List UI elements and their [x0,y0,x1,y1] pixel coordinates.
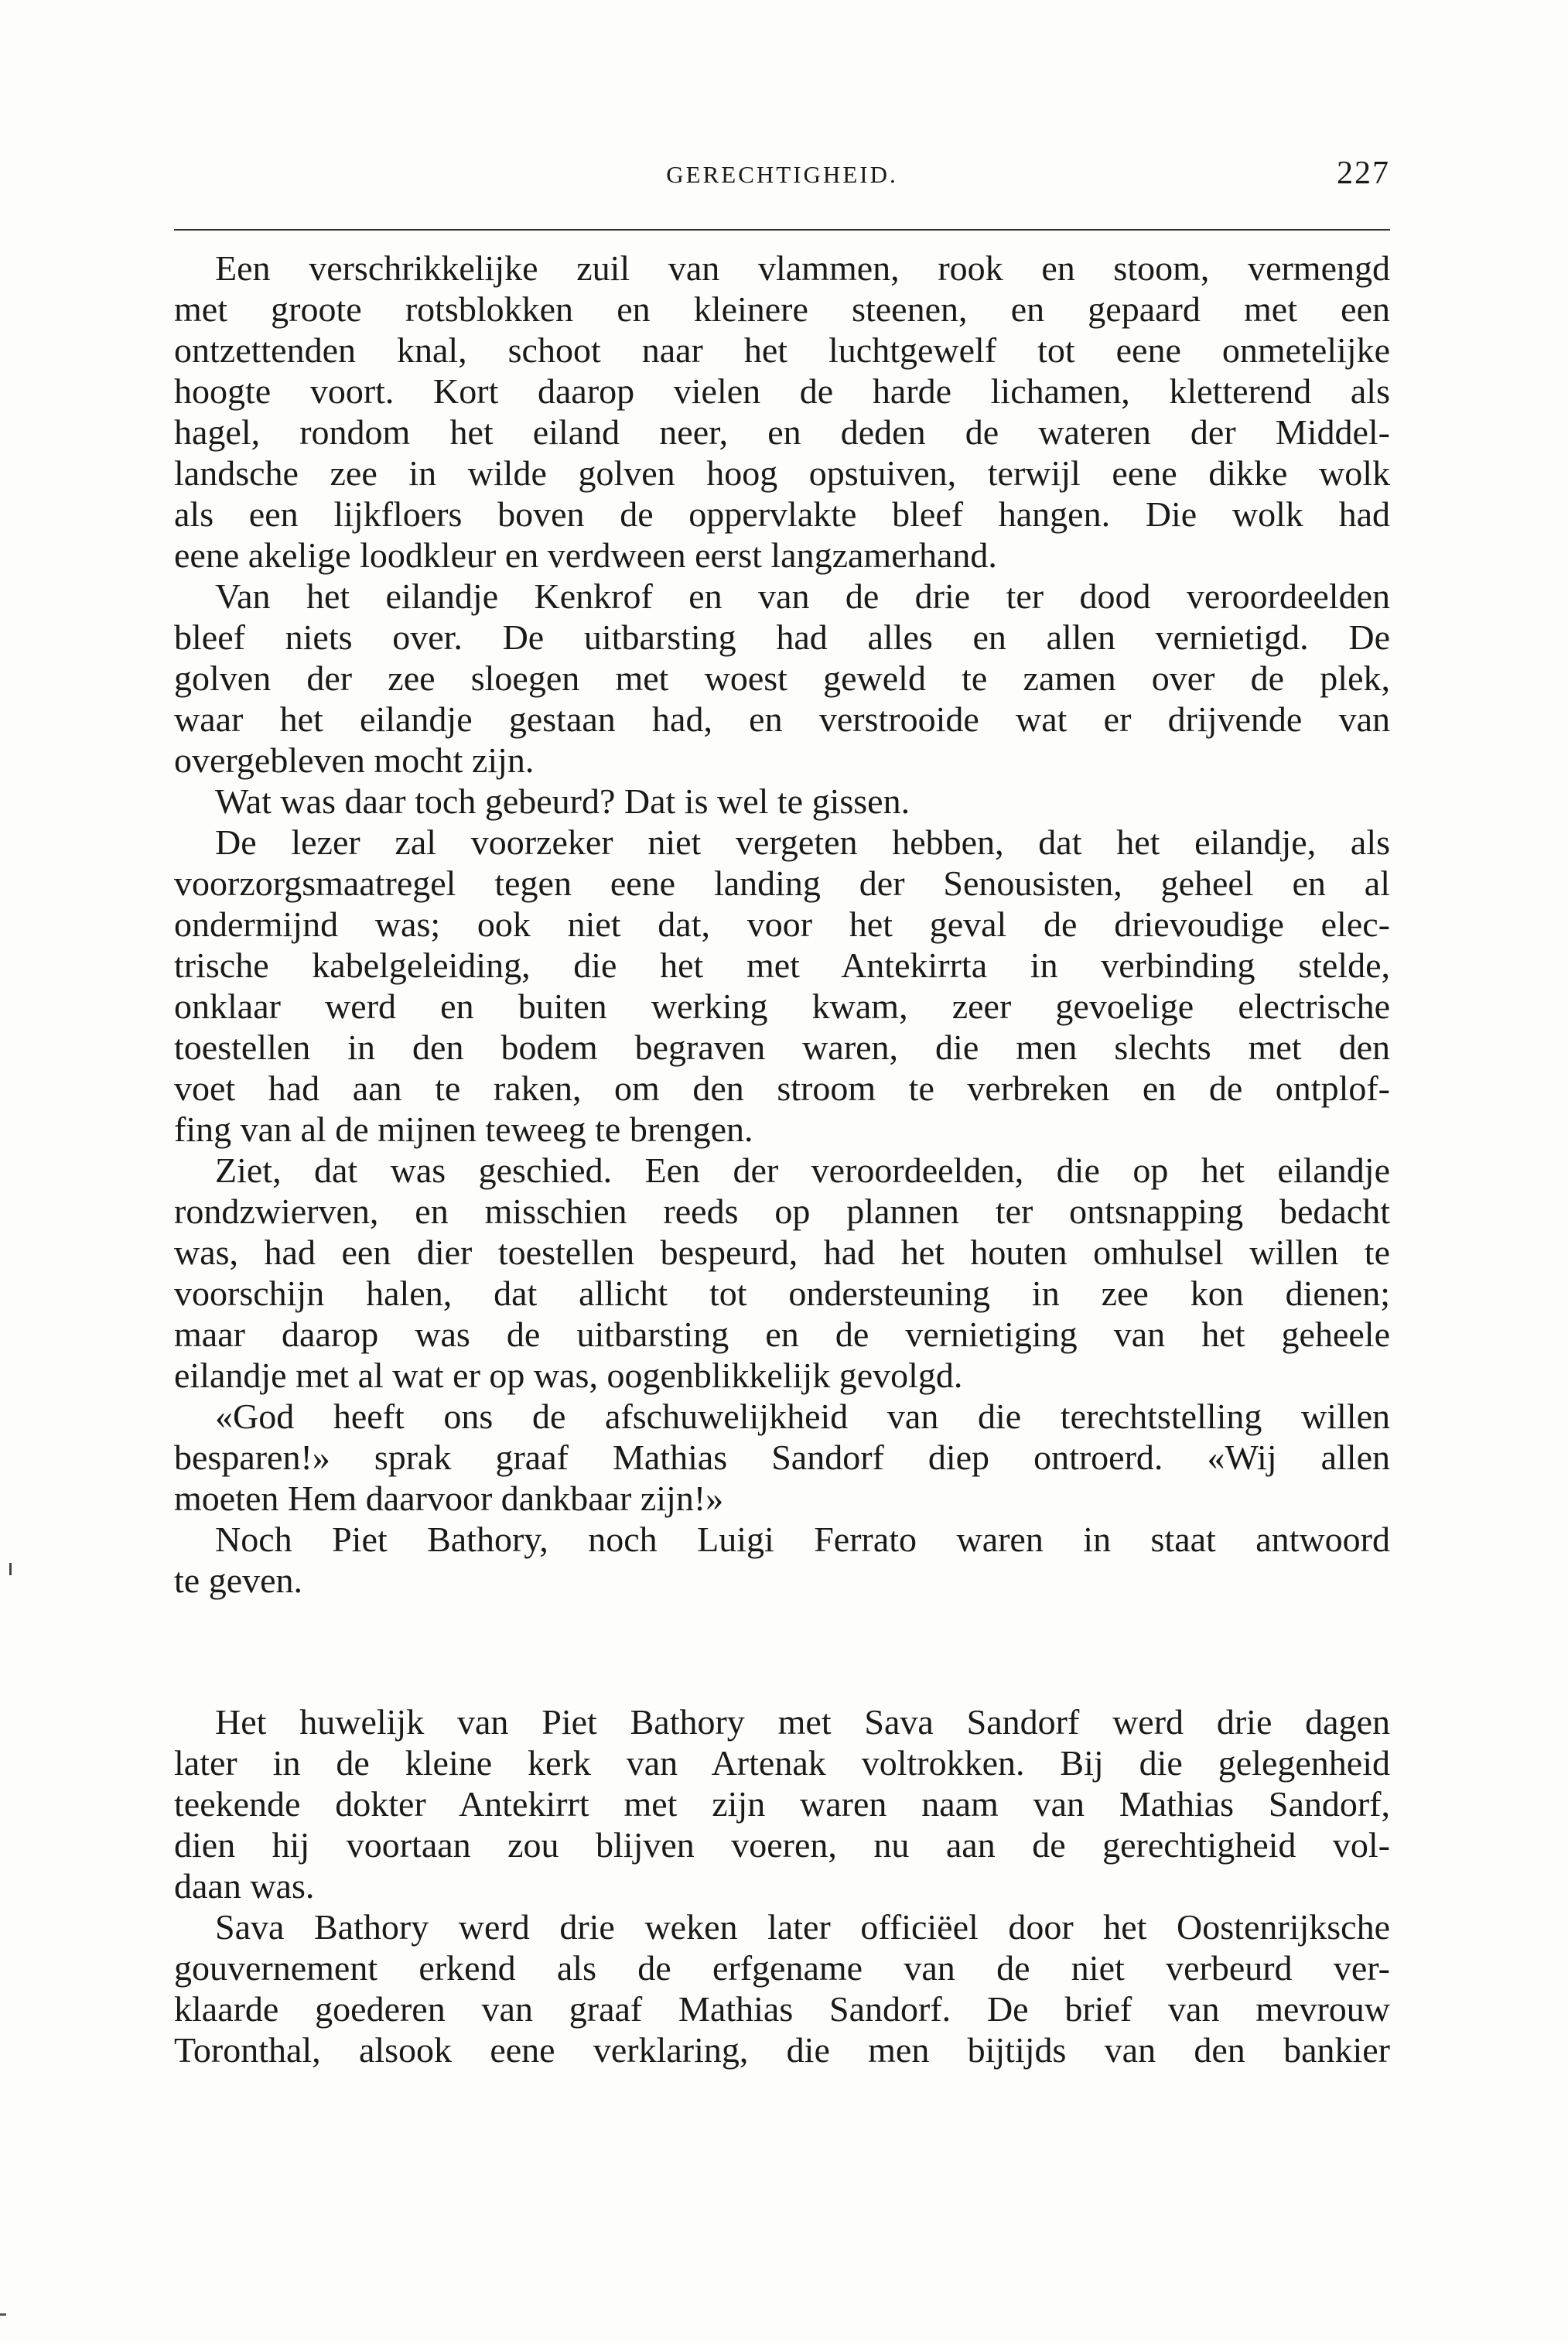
text-line: Een verschrikkelijke zuil van vlammen, rook en stoom, vermengd [215,248,1390,288]
text-line: voorschijn halen, dat allicht tot ondersteuning in zee kon dienen; [174,1274,1390,1313]
text-line: met groote rotsblokken en kleinere steenen, en gepaard met een [174,289,1390,329]
text-line: Noch Piet Bathory, noch Luigi Ferrato waren in staat antwoord [215,1520,1390,1559]
text-line: landsche zee in wilde golven hoog opstuiven, terwijl eene dikke wolk [174,453,1390,493]
text-line: Ziet, dat was geschied. Een der veroordeelden, die op het eilandje [215,1150,1390,1190]
text-line: hagel, rondom het eiland neer, en deden de wateren der Middel- [174,412,1390,452]
paragraph [174,1906,1390,2070]
text-line: gouvernement erkend als de erfgename van de niet verbeurd ver- [174,1948,1390,1988]
text-line: als een lijkfloers boven de oppervlakte bleef hangen. Die wolk had [174,494,1390,534]
section-after-break [174,1701,1390,2070]
text-line: te geven. [174,1561,303,1600]
text-line: voet had aan te raken, om den stroom te verbreken en de ontplof- [174,1068,1390,1108]
text-line: Het huwelijk van Piet Bathory met Sava Sandorf werd drie dagen [215,1702,1390,1742]
paragraph [174,1701,1390,1906]
text-line: fing van al de mijnen teweeg te brengen. [174,1109,753,1149]
text-line: klaarde goederen van graaf Mathias Sandorf. De brief van mevrouw [174,1989,1390,2029]
text-line: eene akelige loodkleur en verdween eerst langzamerhand. [174,535,997,575]
text-line: bleef niets over. De uitbarsting had alles en allen vernietigd. De [174,617,1390,657]
body-text [174,248,1390,2070]
text-line: toestellen in den bodem begraven waren, die men slechts met den [174,1027,1390,1067]
text-line: voorzorgsmaatregel tegen eene landing der Senousisten, geheel en al [174,863,1390,903]
running-head [174,155,1390,201]
text-line: was, had een dier toestellen bespeurd, had het houten omhulsel willen te [174,1233,1390,1272]
text-line: maar daarop was de uitbarsting en de vernietiging van het geheele [174,1315,1390,1354]
text-line: De lezer zal voorzeker niet vergeten hebben, dat het eilandje, als [215,822,1390,862]
text-line: Van het eilandje Kenkrof en van de drie ter dood veroordeelden [215,576,1390,616]
text-line: Wat was daar toch gebeurd? Dat is wel te gissen. [215,781,910,821]
text-line: later in de kleine kerk van Artenak voltrokken. Bij die gelegenheid [174,1743,1390,1783]
text-line: hoogte voort. Kort daarop vielen de harde lichamen, kletterend als [174,371,1390,411]
paragraph [174,1150,1390,1396]
text-line: «God heeft ons de afschuwelijkheid van die terechtstelling willen [215,1397,1390,1436]
paragraph [174,1396,1390,1519]
text-line: onklaar werd en buiten werking kwam, zeer gevoelige electrische [174,986,1390,1026]
margin-speck [9,1563,12,1575]
text-line: daan was. [174,1866,315,1906]
text-line: Sava Bathory werd drie weken later officiëel door het Oostenrijksche [215,1907,1390,1947]
text-line: teekende dokter Antekirrt met zijn waren naam van Mathias Sandorf, [174,1784,1390,1824]
text-line: rondzwierven, en misschien reeds op plannen ter ontsnapping bedacht [174,1192,1390,1231]
running-title: GERECHTIGHEID. [666,161,898,188]
text-line: moeten Hem daarvoor dankbaar zijn!» [174,1479,724,1518]
text-line: trische kabelgeleiding, die het met Antekirrta in verbinding stelde, [174,945,1390,985]
text-line: dien hij voortaan zou blijven voeren, nu aan de gerechtigheid vol- [174,1825,1390,1865]
paragraph [174,781,1390,822]
section-before-break [174,248,1390,1601]
paragraph [174,248,1390,576]
text-line: ontzettenden knal, schoot naar het luchtgewelf tot eene onmetelijke [174,330,1390,370]
section-break [174,1601,1390,1701]
paragraph [174,576,1390,781]
text-line: overgebleven mocht zijn. [174,740,535,780]
paragraph [174,1519,1390,1601]
page-number: 227 [1337,156,1390,191]
text-line: ondermijnd was; ook niet dat, voor het geval de drievoudige elec- [174,904,1390,944]
text-line: waar het eilandje gestaan had, en verstrooide wat er drijvende van [174,699,1390,739]
margin-speck [0,2313,6,2316]
paragraph [174,822,1390,1150]
header-rule [174,229,1390,231]
text-line: besparen!» sprak graaf Mathias Sandorf diep ontroerd. «Wij allen [174,1438,1390,1477]
text-line: Toronthal, alsook eene verklaring, die men bijtijds van den bankier [174,2030,1390,2070]
text-line: golven der zee sloegen met woest geweld te zamen over de plek, [174,658,1390,698]
text-line: eilandje met al wat er op was, oogenblikkelijk gevolgd. [174,1356,963,1395]
